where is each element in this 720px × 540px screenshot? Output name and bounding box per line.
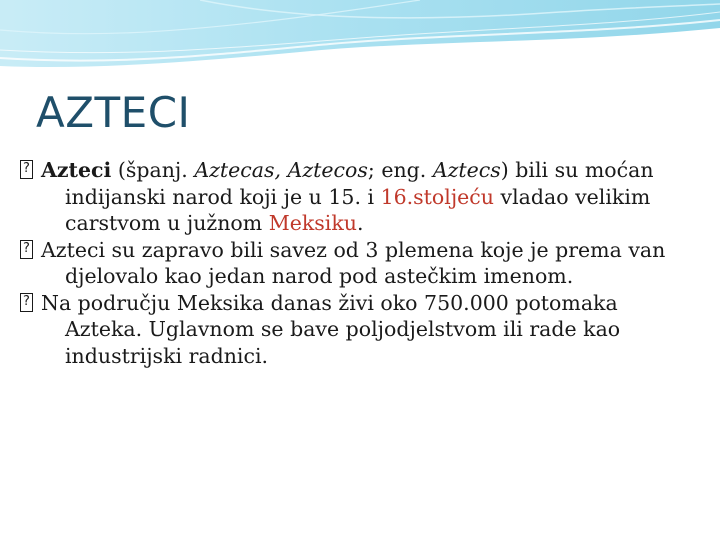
slide-title: AZTECI [36,88,191,137]
text-span: . [356,211,364,235]
decorative-wave-band [0,0,720,80]
bullet-first-line [41,158,654,235]
bullet-marker-icon: ? [20,160,33,179]
bullet-marker-icon: ? [20,293,33,312]
bullet-list [20,157,700,369]
text-span: (španj. [111,158,195,182]
bullet-text: Azteci su zapravo bili savez od 3 plemena koje je prema van djelovalo kao jedan narod pod astečkim imenom. [41,237,666,288]
text-span: ; eng. [367,158,433,182]
list-item [20,157,700,237]
list-item [20,237,700,290]
century-link[interactable]: 16.stoljeću [380,184,494,209]
italic-term: Aztecas, Aztecos [194,158,368,182]
text-span: ) bili su moćan indijanski narod koji je u 15. i [65,158,654,209]
list-item [20,290,700,370]
text-span: vladao velikim carstvom u južnom [65,184,651,235]
mexico-link[interactable]: Meksiku [268,211,357,235]
bullet-marker-icon: ? [20,240,33,259]
bullet-text: Na području Meksika danas živi oko 750.000 potomaka Azteka. Uglavnom se bave poljodjelstvom ili rade kao industrijski radnici. [41,290,621,368]
italic-term: Aztecs [432,158,501,182]
bold-term: Azteci [41,158,112,182]
